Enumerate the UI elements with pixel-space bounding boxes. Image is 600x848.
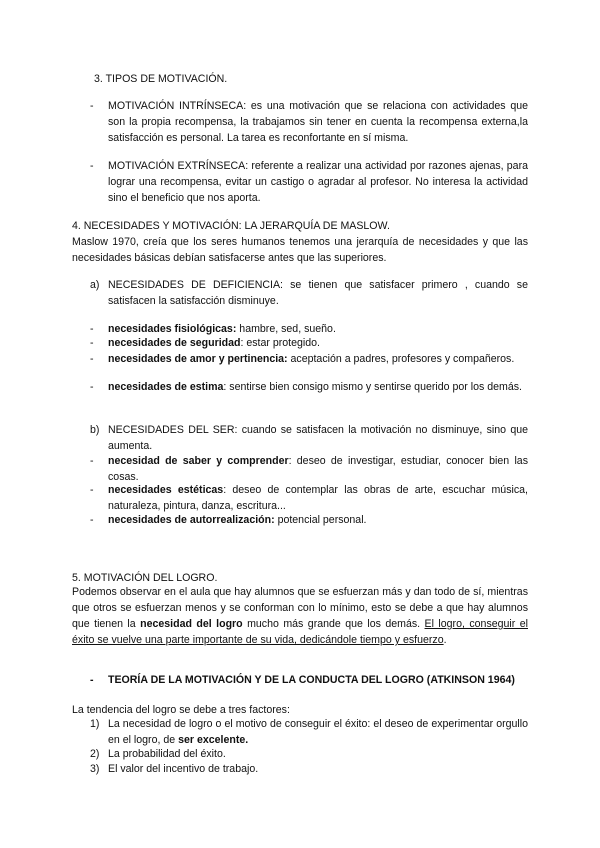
list-marker: 3) — [90, 763, 100, 775]
list-marker: - — [90, 514, 94, 526]
factor-text — [108, 761, 528, 777]
paragraph-text: mucho más grande que los demás. — [242, 618, 425, 630]
paragraph-underlined: El logro, conseguir el éxito se vuelve una parte importante de su vida, dedicándole tiempo y esfuerzo — [72, 618, 528, 646]
section-4-heading: 4. NECESIDADES Y MOTIVACIÓN: LA JERARQUÍA DE MASLOW. — [72, 220, 390, 232]
need-label: necesidades de estima — [108, 381, 224, 393]
need-desc: : estar protegido. — [240, 337, 320, 349]
section-5-heading: 5. MOTIVACIÓN DEL LOGRO. — [72, 572, 218, 584]
need-desc: : deseo de contemplar las obras de arte, escuchar música, naturaleza, pintura, danza, escritura... — [108, 484, 528, 512]
deficiencia-text: NECESIDADES DE DEFICIENCIA: se tienen que satisfacer primero , cuando se satisfacen la satisfacción disminuye. — [108, 279, 528, 307]
need-text — [108, 351, 528, 367]
factor-bold: ser excelente. — [178, 734, 249, 746]
need-text — [108, 379, 528, 395]
factor-desc: El valor del incentivo de trabajo. — [108, 763, 259, 775]
list-marker: b) — [90, 424, 100, 436]
extrinseca-text: MOTIVACIÓN EXTRÍNSECA: referente a realizar una actividad por razones ajenas, para lograr una recompensa, evitar un castigo o agradar al profesor. No interesa la actividad sino el beneficio que nos aporta. — [108, 160, 528, 204]
need-label: necesidades de autorrealización: — [108, 514, 275, 526]
section-5-paragraph — [72, 584, 528, 648]
need-desc: potencial personal. — [274, 514, 367, 526]
list-marker: a) — [90, 279, 100, 291]
list-marker: 2) — [90, 748, 100, 760]
need-label: necesidades estéticas — [108, 484, 224, 496]
ser-text: NECESIDADES DEL SER: cuando se satisfacen la motivación no disminuye, sino que aumenta. — [108, 424, 528, 452]
list-marker: - — [90, 160, 94, 172]
need-text — [108, 512, 528, 528]
paragraph-end: . — [443, 634, 447, 646]
section-3-heading: 3. TIPOS DE MOTIVACIÓN. — [94, 73, 228, 85]
list-marker: - — [90, 353, 94, 365]
need-label: necesidades de amor y pertinencia: — [108, 353, 288, 365]
list-marker: - — [90, 484, 94, 496]
intrinseca-text: MOTIVACIÓN INTRÍNSECA: es una motivación que se relaciona con actividades que son la propia recompensa, la trabajamos sin tener en cuenta la recompensa externa,la satisfacción es personal. La tarea es reconfortante en sí misma. — [108, 100, 528, 144]
need-text — [108, 453, 528, 485]
list-marker: - — [90, 100, 94, 112]
list-marker: - — [90, 674, 94, 686]
factor-desc: La probabilidad del éxito. — [108, 748, 226, 760]
factor-text — [108, 716, 528, 748]
need-desc: hambre, sed, sueño. — [236, 323, 336, 335]
need-label: necesidad de saber y comprender — [108, 455, 289, 467]
paragraph-text: Podemos observar en el aula que hay alumnos que se esfuerzan más y dan todo de sí, mientras que otros se esfuerzan menos y se conforman con lo mínimo, esto se debe a que hay alumnos que tienen la — [72, 586, 528, 630]
paragraph-bold: necesidad del logro — [140, 618, 243, 630]
need-text — [108, 482, 528, 514]
list-marker: 1) — [90, 718, 100, 730]
list-marker: - — [90, 381, 94, 393]
list-marker: - — [90, 455, 94, 467]
need-label: necesidades fisiológicas: — [108, 323, 237, 335]
need-desc: : sentirse bien consigo mismo y sentirse querido por los demás. — [223, 381, 522, 393]
need-label: necesidades de seguridad — [108, 337, 241, 349]
section-4-intro: Maslow 1970, creía que los seres humanos tenemos una jerarquía de necesidades y que las necesidades básicas debían satisfacerse antes que las superiores. — [72, 236, 528, 264]
need-desc: aceptación a padres, profesores y compañeros. — [287, 353, 515, 365]
factor-text — [108, 746, 528, 762]
factor-desc: La necesidad de logro o el motivo de conseguir el éxito: el deseo de experimentar orgullo en el logro, de — [108, 718, 528, 746]
factors-intro: La tendencia del logro se debe a tres factores: — [72, 704, 290, 716]
need-text — [108, 335, 528, 351]
need-desc: : deseo de investigar, estudiar, conocer bien las cosas. — [108, 455, 528, 483]
theory-title: TEORÍA DE LA MOTIVACIÓN Y DE LA CONDUCTA DEL LOGRO (ATKINSON 1964) — [108, 674, 515, 686]
list-marker: - — [90, 337, 94, 349]
list-marker: - — [90, 323, 94, 335]
